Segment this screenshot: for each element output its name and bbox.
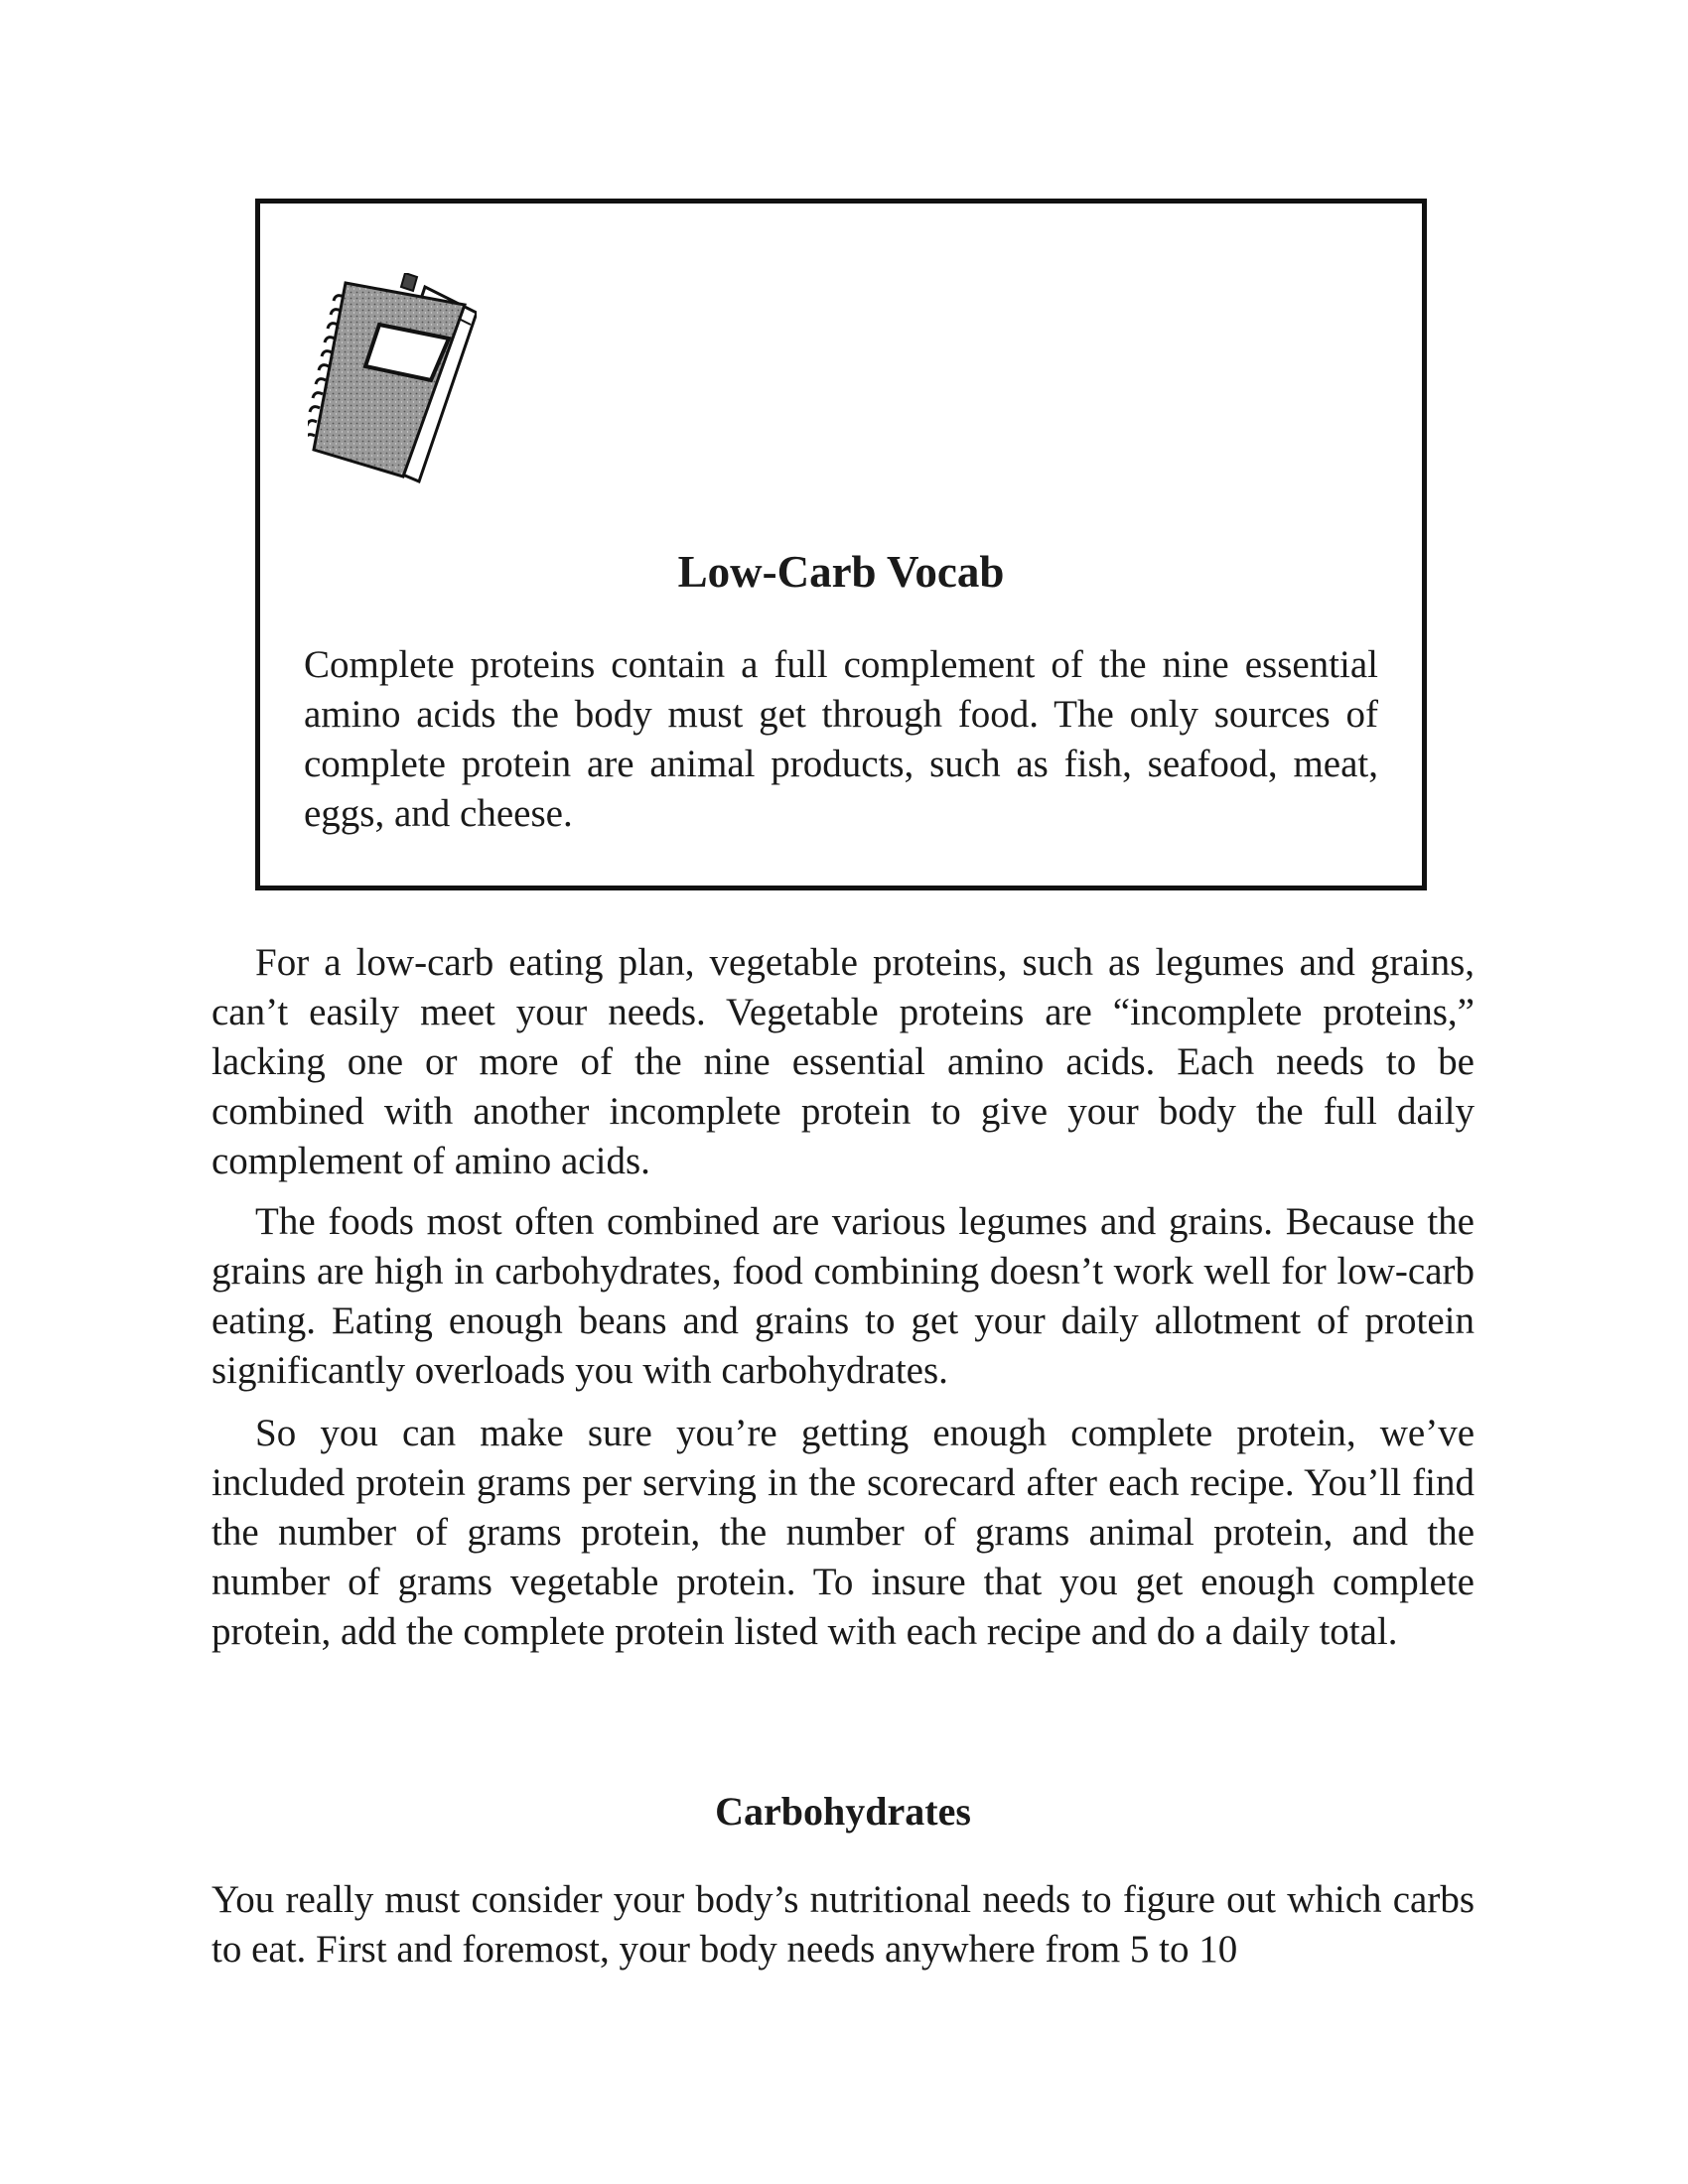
sidebar-body-text: Complete proteins contain a full complement of the nine essential amino acids the body must get through food. The only sources of complete protein are animal products, such as fish, seafood, meat, eggs, and cheese. bbox=[304, 643, 1378, 835]
sidebar-title: Low-Carb Vocab bbox=[677, 547, 1005, 597]
section-paragraph: You really must consider your body’s nutritional needs to figure out which carbs to eat. First and foremost, your body needs anywhere from 5 to 10 bbox=[211, 1878, 1475, 1971]
vocab-sidebar-box bbox=[255, 199, 1427, 890]
body-paragraph-1: For a low-carb eating plan, vegetable proteins, such as legumes and grains, can’t easily meet your needs. Vegetable proteins are “incomplete proteins,” lacking one or more of the nine essential amino acids. Each needs to be combined with another incomplete protein to give your body the full daily complement of amino acids. bbox=[211, 941, 1475, 1182]
body-paragraph-3: So you can make sure you’re getting enough complete protein, we’ve included protein grams per serving in the scorecard after each recipe. You’ll find the number of grams protein, the number of grams animal protein, and the number of grams vegetable protein. To insure that you get enough complete protein, add the complete protein listed with each recipe and do a daily total. bbox=[211, 1412, 1475, 1653]
body-paragraph-2: The foods most often combined are various legumes and grains. Because the grains are high in carbohydrates, food combining doesn’t work well for low-carb eating. Eating enough beans and grains to get your daily allotment of protein significantly overloads you with carbohydrates. bbox=[211, 1200, 1475, 1392]
notebook-icon bbox=[308, 273, 477, 491]
section-heading-carbohydrates: Carbohydrates bbox=[715, 1789, 971, 1834]
